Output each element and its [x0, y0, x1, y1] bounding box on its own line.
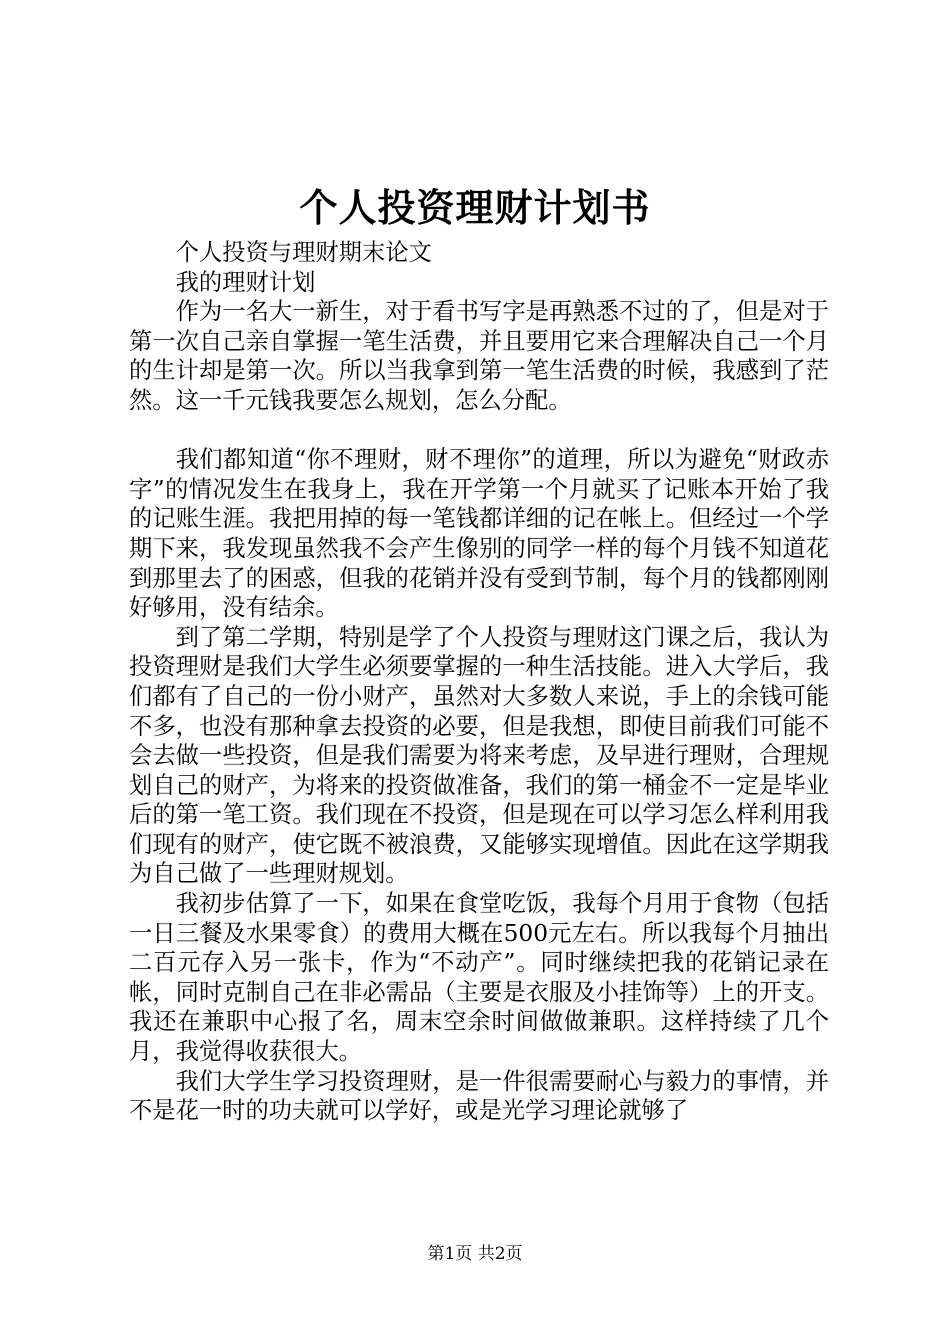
paragraph-patience: 我们大学生学习投资理财，是一件很需要耐心与毅力的事情，并不是花一时的功夫就可以学好，或是光学习理论就够了: [129, 1067, 829, 1125]
paragraph-bookkeeping: 我们都知道“你不理财，财不理你”的道理，所以为避免“财政赤字”的情况发生在我身上，我在开学第一个月就买了记账本开始了我的记账生涯。我把用掉的每一笔钱都详细的记在帐上。但经过一个学期下来，我发现虽然我不会产生像别的同学一样的每个月钱不知道花到那里去了的困惑，但我的花销并没有受到节制，每个月的钱都刚刚好够用，没有结余。: [129, 446, 829, 622]
paragraph-subtitle: 个人投资与理财期末论文: [175, 239, 432, 266]
document-body: [129, 238, 829, 1126]
paragraph-heading: 我的理财计划: [175, 268, 316, 296]
document-title: 个人投资理财计划书: [299, 185, 651, 230]
paragraph-intro: 作为一名大一新生，对于看书写字是再熟悉不过的了，但是对于第一次自己亲自掌握一笔生活费，并且要用它来合理解决自己一个月的生计却是第一次。所以当我拿到第一笔生活费的时候，我感到了茫然。这一千元钱我要怎么规划，怎么分配。: [129, 298, 829, 414]
paragraph-second-semester: 到了第二学期，特别是学了个人投资与理财这门课之后，我认为投资理财是我们大学生必须要掌握的一种生活技能。进入大学后，我们都有了自己的一份小财产，虽然对大多数人来说，手上的余钱可能不多，也没有那种拿去投资的必要，但是我想，即使目前我们可能不会去做一些投资，但是我们需要为将来考虑，及早进行理财，合理规划自己的财产，为将来的投资做准备，我们的第一桶金不一定是毕业后的第一笔工资。我们现在不投资，但是现在可以学习怎么样利用我们现有的财产，使它既不被浪费，又能够实现增值。因此在这学期我为自己做了一些理财规划。: [129, 623, 829, 888]
page-number-footer: 第1页 共2页: [427, 1244, 523, 1264]
paragraph-budget: 我初步估算了一下，如果在食堂吃饭，我每个月用于食物（包括一日三餐及水果零食）的费用大概在500元左右。所以我每个月抽出二百元存入另一张卡，作为“不动产”。同时继续把我的花销记录在帐，同时克制自己在非必需品（主要是衣服及小挂饰等）上的开支。我还在兼职中心报了名，周末空余时间做做兼职。这样持续了几个月，我觉得收获很大。: [129, 890, 829, 1066]
